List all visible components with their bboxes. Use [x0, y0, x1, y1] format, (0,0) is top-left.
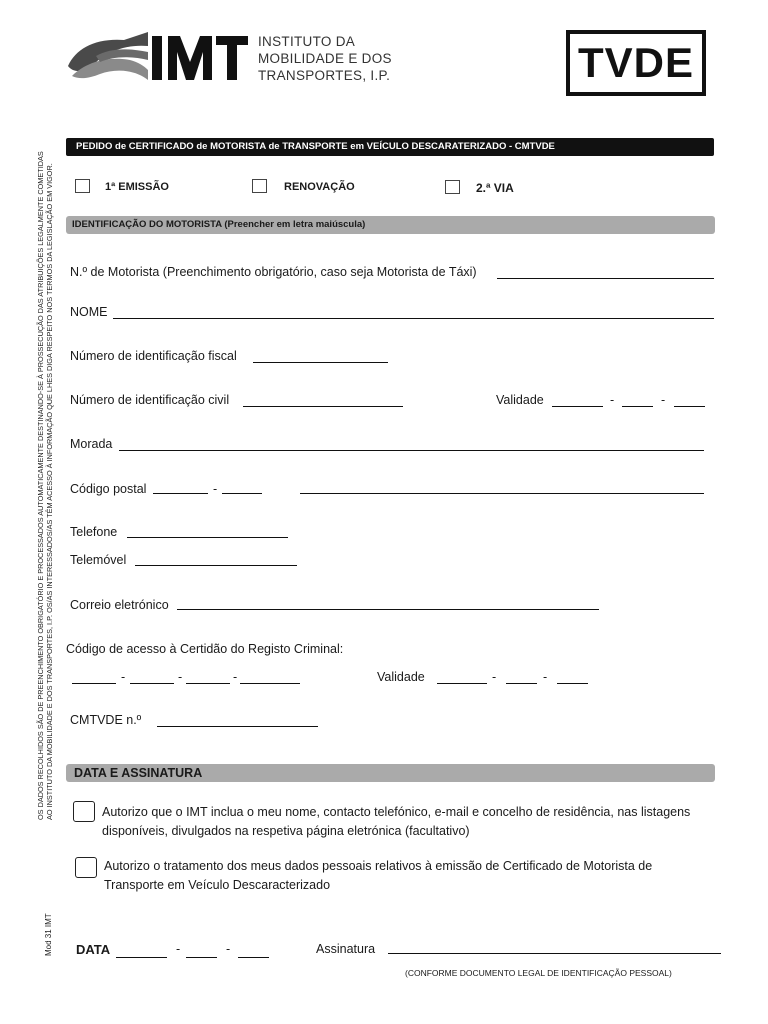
privacy-notice-line-1: OS DADOS RECOLHIDOS SÃO DE PREENCHIMENTO OBRIGATÓRIO E PROCESSADOS AUTOMATICAMENTE DESTINANDO-SE À PROSSECUÇÃO DAS ATRIBUIÇÕES LEGALMENTE COMETIDAS — [36, 151, 45, 820]
label-phone: Telefone — [70, 525, 118, 539]
input-civil-id[interactable] — [243, 406, 403, 407]
consent-listing-text: Autorizo que o IMT inclua o meu nome, contacto telefónico, e-mail e concelho de residência, nas listagens disponíveis, divulgados na respetiva página eletrónica (facultativo) — [102, 805, 691, 838]
date-separator: - — [492, 670, 497, 684]
label-renewal: RENOVAÇÃO — [284, 181, 355, 193]
label-driver-number: N.º de Motorista (Preenchimento obrigatório, caso seja Motorista de Táxi) — [70, 265, 477, 279]
input-criminal-validity-month[interactable] — [506, 683, 537, 684]
signature-note: (CONFORME DOCUMENTO LEGAL DE IDENTIFICAÇÃO PESSOAL) — [405, 968, 672, 978]
input-postal-code-ext[interactable] — [222, 493, 262, 494]
label-name: NOME — [70, 305, 108, 319]
input-date-day[interactable] — [116, 957, 167, 958]
imt-logo — [66, 26, 251, 84]
signature-section-title: DATA E ASSINATURA — [66, 764, 715, 782]
input-email[interactable] — [177, 609, 599, 610]
tvde-badge: TVDE — [566, 30, 706, 96]
date-separator: - — [226, 942, 231, 956]
input-tax-id[interactable] — [253, 362, 388, 363]
date-separator: - — [176, 942, 181, 956]
checkbox-consent-data-processing[interactable] — [75, 857, 97, 878]
input-signature[interactable] — [388, 953, 721, 954]
input-cmtvde-number[interactable] — [157, 726, 318, 727]
input-civil-validity-year[interactable] — [674, 406, 705, 407]
label-civil-id-validity: Validade — [496, 393, 544, 407]
label-address: Morada — [70, 437, 113, 451]
input-postal-locality[interactable] — [300, 493, 704, 494]
date-separator: - — [661, 393, 666, 407]
code-separator: - — [233, 670, 238, 684]
date-separator: - — [610, 393, 615, 407]
input-criminal-code-part-1[interactable] — [72, 683, 116, 684]
privacy-notice-line-2: AO INSTITUTO DA MOBILIDADE E DOS TRANSPORTES, I.P. OS/AS INTERESSADOS/AS TÊM ACESSO À INFORMAÇÃO QUE LHES DIGA RESPEITO NOS TERMOS DA LEGISLAÇÃO EM VIGOR. — [45, 163, 54, 820]
institute-name — [258, 33, 392, 84]
checkbox-consent-listing[interactable] — [73, 801, 95, 822]
institute-line-2: MOBILIDADE E DOS — [258, 51, 392, 66]
input-phone[interactable] — [127, 537, 288, 538]
input-driver-number[interactable] — [497, 278, 714, 279]
checkbox-renewal[interactable] — [252, 179, 267, 193]
input-criminal-validity-day[interactable] — [437, 683, 487, 684]
label-second-copy: 2.ª VIA — [476, 181, 514, 195]
input-date-month[interactable] — [186, 957, 217, 958]
date-separator: - — [543, 670, 548, 684]
input-address[interactable] — [119, 450, 704, 451]
label-postal-code: Código postal — [70, 482, 147, 496]
institute-line-1: INSTITUTO DA — [258, 34, 356, 49]
label-signature: Assinatura — [316, 942, 376, 956]
input-civil-validity-month[interactable] — [622, 406, 653, 407]
input-name[interactable] — [113, 318, 714, 319]
label-civil-id: Número de identificação civil — [70, 393, 230, 407]
input-criminal-code-part-4[interactable] — [240, 683, 300, 684]
label-mobile: Telemóvel — [70, 553, 127, 567]
form-code: Mod 31 IMT — [44, 913, 53, 956]
label-criminal-validity: Validade — [377, 670, 425, 684]
input-date-year[interactable] — [238, 957, 269, 958]
label-first-issue: 1ª EMISSÃO — [105, 181, 169, 193]
checkbox-second-copy[interactable] — [445, 180, 460, 194]
input-criminal-code-part-3[interactable] — [186, 683, 230, 684]
institute-line-3: TRANSPORTES, I.P. — [258, 68, 391, 83]
label-email: Correio eletrónico — [70, 598, 169, 612]
code-separator: - — [121, 670, 126, 684]
input-criminal-validity-year[interactable] — [557, 683, 588, 684]
label-cmtvde-number: CMTVDE n.º — [70, 713, 142, 727]
input-postal-code-main[interactable] — [153, 493, 208, 494]
form-title: PEDIDO de CERTIFICADO de MOTORISTA de TRANSPORTE em VEÍCULO DESCARATERIZADO - CMTVDE — [66, 138, 714, 156]
checkbox-first-issue[interactable] — [75, 179, 90, 193]
label-date: DATA — [76, 942, 111, 957]
privacy-notice — [36, 151, 54, 820]
input-criminal-code-part-2[interactable] — [130, 683, 174, 684]
driver-section-title: IDENTIFICAÇÃO DO MOTORISTA (Preencher em letra maiúscula) — [66, 216, 715, 234]
code-separator: - — [178, 670, 183, 684]
postal-separator: - — [213, 482, 218, 496]
input-mobile[interactable] — [135, 565, 297, 566]
consent-data-processing-text: Autorizo o tratamento dos meus dados pessoais relativos à emissão de Certificado de Motorista de Transporte em Veículo Descaracterizado — [104, 859, 653, 892]
label-criminal-record-code: Código de acesso à Certidão do Registo Criminal: — [66, 642, 344, 656]
label-tax-id: Número de identificação fiscal — [70, 349, 237, 363]
input-civil-validity-day[interactable] — [552, 406, 603, 407]
